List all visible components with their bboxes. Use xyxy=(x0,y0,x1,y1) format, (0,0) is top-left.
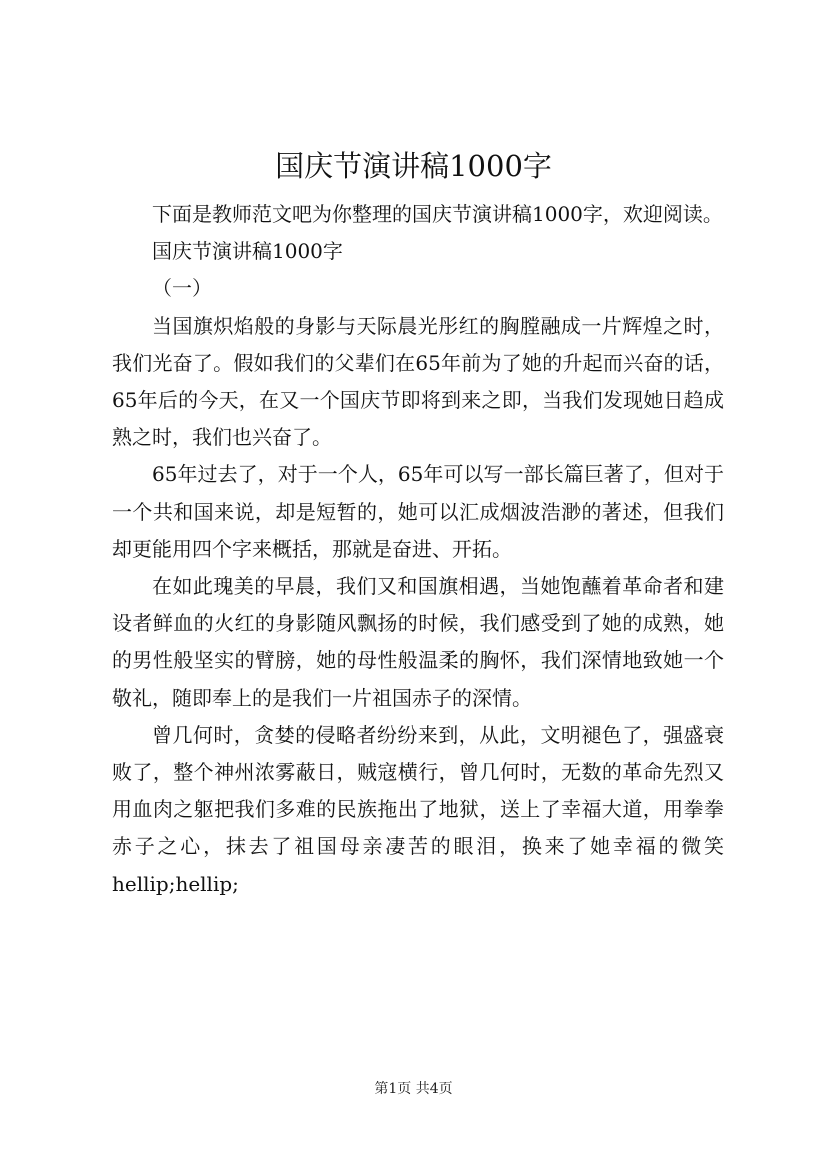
page-number-footer: 第1页 共4页 xyxy=(374,1081,453,1097)
document-title: 国庆节演讲稿1000字 xyxy=(275,149,552,183)
body-paragraph: 在如此瑰美的早晨，我们又和国旗相遇，当她饱蘸着革命者和建设者鲜血的火红的身影随风飘扬的时候，我们感受到了她的成熟，她的男性般坚实的臂膀，她的母性般温柔的胸怀，我们深情地致她一个敬礼，随即奉上的是我们一片祖国赤子的深情。 xyxy=(112,574,724,710)
document-body xyxy=(112,196,724,903)
body-paragraph: 65年过去了，对于一个人，65年可以写一部长篇巨著了，但对于一个共和国来说，却是短暂的，她可以汇成烟波浩渺的著述，但我们却更能用四个字来概括，那就是奋进、开拓。 xyxy=(112,462,724,561)
body-paragraph: 当国旗炽焰般的身影与天际晨光彤红的胸膛融成一片辉煌之时，我们光奋了。假如我们的父辈们在65年前为了她的升起而兴奋的话，65年后的今天，在又一个国庆节即将到来之即，当我们发现她日趋成熟之时，我们也兴奋了。 xyxy=(112,313,724,450)
body-paragraph: 曾几何时，贪婪的侵略者纷纷来到，从此，文明褪色了，强盛衰败了，整个神州浓雾蔽日，贼寇横行，曾几何时，无数的革命先烈又用血肉之躯把我们多难的民族拖出了地狱，送上了幸福大道，用拳拳赤子之心，抹去了祖国母亲凄苦的眼泪，换来了她幸福的微笑 hellip;hellip; xyxy=(112,722,724,896)
intro-paragraph: 下面是教师范文吧为你整理的国庆节演讲稿1000字，欢迎阅读。 xyxy=(152,202,723,226)
section-number: （一） xyxy=(152,276,212,301)
section-heading: 国庆节演讲稿1000字 xyxy=(152,239,343,264)
